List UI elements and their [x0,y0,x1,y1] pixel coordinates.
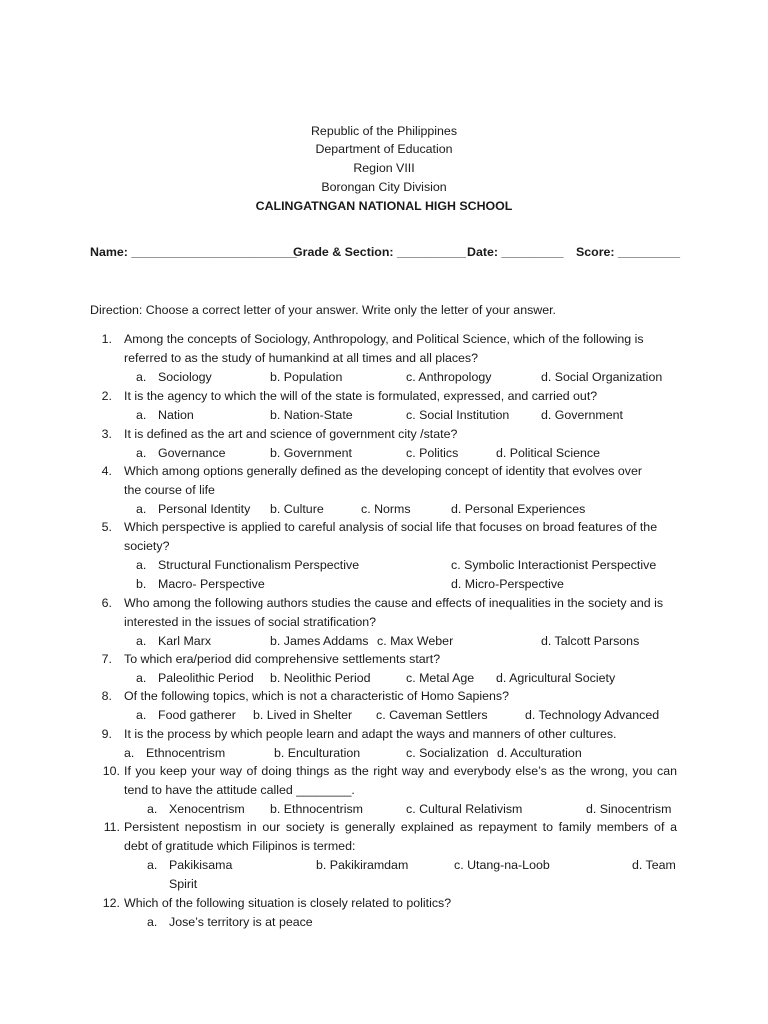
option-a: Nation [158,408,194,422]
option-a: Karl Marx [158,634,212,648]
option-letter: a. [124,746,135,760]
option-d: d. Personal Experiences [451,502,586,516]
question-text: If you keep your way of doing things as the right way and everybody else’s as the wrong, you can [124,764,677,778]
option-c: c. Socialization [406,746,489,760]
option-letter: a. [136,558,147,572]
option-letter: a. [147,858,158,872]
option-a: Xenocentrism [169,802,245,816]
option-d: d. Agricultural Society [496,671,616,685]
option-d-continued: Spirit [169,877,198,891]
question-text: Among the concepts of Sociology, Anthropology, and Political Science, which of the following is [124,332,644,346]
question-text: Of the following topics, which is not a characteristic of Homo Sapiens? [124,689,509,703]
question-number: 10. [102,764,120,778]
question-number: 6. [101,596,112,610]
header-school-name: CALINGATNGAN NATIONAL HIGH SCHOOL [255,199,513,213]
question-text: It is the agency to which the will of the state is formulated, expressed, and carried out? [124,389,598,403]
option-a: Structural Functionalism Perspective [158,558,360,572]
option-d: d. Sinocentrism [586,802,672,816]
option-d: d. Team [632,858,676,872]
option-b: b. Ethnocentrism [270,802,363,816]
option-b: b. Nation-State [270,408,353,422]
option-a: Food gatherer [158,708,236,722]
option-c: c. Politics [406,446,459,460]
option-d: d. Social Organization [541,370,663,384]
question-text: It is the process by which people learn and adapt the ways and manners of other cultures. [124,727,617,741]
option-letter: a. [136,446,147,460]
option-c: c. Social Institution [406,408,510,422]
option-b: Macro- Perspective [158,577,265,591]
option-a: Sociology [158,370,212,384]
name-field[interactable]: Name: ________________________ [90,245,297,259]
option-b: b. Pakikiramdam [316,858,409,872]
option-d: d. Technology Advanced [525,708,660,722]
question-text: Which of the following situation is closely related to politics? [124,896,452,910]
question-text: Persistent nepostism in our society is generally explained as repayment to family members of a [124,820,677,834]
question-number: 12. [102,896,120,910]
question-text: society? [124,539,170,553]
option-c: c. Cultural Relativism [406,802,523,816]
option-letter: a. [136,671,147,685]
option-b: b. Government [270,446,352,460]
option-letter: a. [136,370,147,384]
option-d: d. Micro-Perspective [451,577,564,591]
option-letter: a. [136,708,147,722]
option-c: c. Max Weber [377,634,454,648]
option-a: Pakikisama [169,858,233,872]
option-d: d. Talcott Parsons [541,634,640,648]
option-c: c. Utang-na-Loob [454,858,550,872]
question-number: 8. [101,689,112,703]
option-letter: a. [136,502,147,516]
option-b: b. Lived in Shelter [253,708,353,722]
option-a: Jose’s territory is at peace [169,915,313,929]
header-republic: Republic of the Philippines [310,124,458,138]
question-text: To which era/period did comprehensive settlements start? [124,652,441,666]
question-text: Which perspective is applied to careful analysis of social life that focuses on broad features of the [124,520,658,534]
header-region: Region VIII [353,161,415,175]
option-d: d. Government [541,408,623,422]
option-letter: a. [147,915,158,929]
option-letter: a. [147,802,158,816]
option-letter: b. [136,577,147,591]
question-number: 11. [103,820,120,834]
header-department: Department of Education [315,142,453,156]
question-text: Which among options generally defined as the developing concept of identity that evolves over [124,464,642,478]
option-a: Ethnocentrism [146,746,226,760]
option-b: b. Neolithic Period [270,671,371,685]
question-text: the course of life [124,483,215,497]
option-letter: a. [136,634,147,648]
option-a: Personal Identity [158,502,251,516]
option-b: b. Enculturation [274,746,361,760]
option-a: Governance [158,446,226,460]
question-text: debt of gratitude which Filipinos is termed: [124,839,356,853]
question-text: tend to have the attitude called ________. [124,783,355,797]
header-division: Borongan City Division [321,180,447,194]
option-c: c. Symbolic Interactionist Perspective [451,558,657,572]
date-field[interactable]: Date: _________ [467,245,564,259]
question-number: 1. [101,332,112,346]
question-text: It is defined as the art and science of government city /state? [124,427,458,441]
grade-section-field[interactable]: Grade & Section: __________ [293,245,466,259]
option-b: b. Culture [270,502,324,516]
question-number: 4. [101,464,112,478]
question-text: Who among the following authors studies the cause and effects of inequalities in the society and is [124,596,664,610]
option-letter: a. [136,408,147,422]
question-text: referred to as the study of humankind at all times and all places? [124,351,479,365]
option-a: Paleolithic Period [158,671,254,685]
option-d: d. Acculturation [497,746,582,760]
question-number: 2. [101,389,112,403]
option-b: b. James Addams [270,634,369,648]
option-c: c. Caveman Settlers [376,708,488,722]
question-text: interested in the issues of social stratification? [124,615,377,629]
question-number: 3. [101,427,112,441]
option-d: d. Political Science [496,446,600,460]
direction-text: Direction: Choose a correct letter of your answer. Write only the letter of your answer. [90,303,557,317]
option-c: c. Metal Age [406,671,475,685]
question-number: 9. [101,727,112,741]
question-number: 7. [101,652,112,666]
option-c: c. Norms [361,502,411,516]
option-c: c. Anthropology [406,370,492,384]
score-field[interactable]: Score: _________ [576,245,681,259]
question-number: 5. [101,520,112,534]
option-b: b. Population [270,370,343,384]
